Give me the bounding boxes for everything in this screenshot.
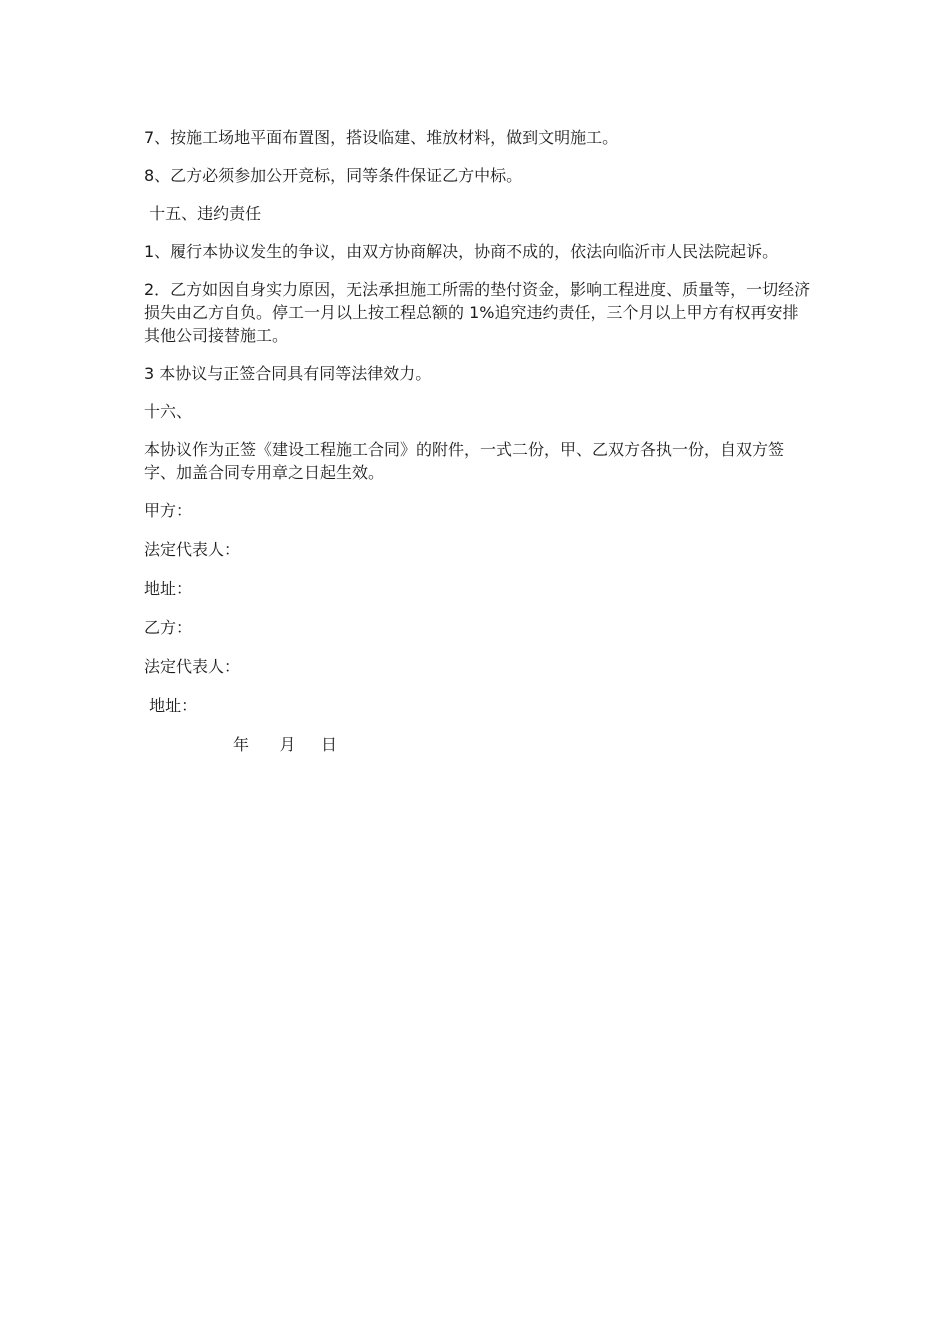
party-b-address-label: 地址： [144, 696, 198, 715]
party-a-address-label: 地址： [144, 579, 193, 598]
clause-15-2-funding: 2．乙方如因自身实力原因，无法承担施工所需的垫付资金，影响工程进度、质量等，一切经济损失由乙方自负。停工一月以上按工程总额的 1%追究违约责任，三个月以上甲方有权再安排其他公司接替施工。 [144, 280, 811, 345]
document-page [144, 126, 812, 757]
section-15-heading: 十五、违约责任 [144, 204, 262, 223]
clause-7-construction-site: 7、按施工场地平面布置图，搭设临建、堆放材料，做到文明施工。 [144, 128, 619, 147]
party-a-representative-label: 法定代表人： [144, 540, 241, 559]
clause-15-3-legal-effect: 3 本协议与正签合同具有同等法律效力。 [144, 364, 432, 383]
section-16-heading: 十六、 [144, 402, 193, 421]
clause-15-1-disputes: 1、履行本协议发生的争议，由双方协商解决，协商不成的，依法向临沂市人民法院起诉。 [144, 242, 779, 261]
signing-date-line: 年 月 日 [233, 735, 337, 754]
signature-block [144, 499, 812, 757]
clause-16-effectiveness: 本协议作为正签《建设工程施工合同》的附件，一式二份，甲、乙双方各执一份，自双方签字、加盖合同专用章之日起生效。 [144, 440, 785, 482]
party-b-representative-label: 法定代表人： [144, 657, 241, 676]
party-b-label: 乙方： [144, 618, 193, 637]
clause-8-bidding: 8、乙方必须参加公开竞标，同等条件保证乙方中标。 [144, 166, 523, 185]
party-a-label: 甲方： [144, 501, 193, 520]
